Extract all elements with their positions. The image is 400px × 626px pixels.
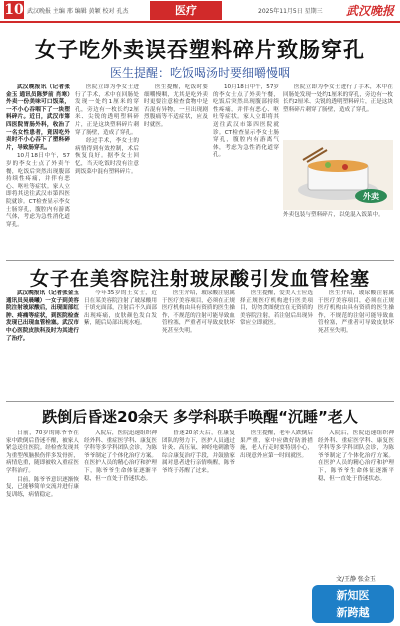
article2-col1	[6, 290, 79, 398]
article-divider	[6, 401, 394, 402]
vegetable-piece	[325, 162, 331, 168]
article1-col3	[144, 84, 208, 258]
article1-para: 医院立即为李女士进行了手术，术中在回肠处发现一处约1厘米的穿孔，旁边有一枚长约2厘米、尖锐的透明塑料碎片，正是这块塑料碎片刺穿了肠壁，造成了穿孔。	[283, 84, 393, 113]
article1-para: 武汉晚报讯（记者张金玉 通讯员陈梦前 肖寒）外卖一份美味可口饭菜，一不小心吞咽下了一块塑料碎片。近日，武汉市第四医院胃肠外科，收治了一名女性患者，竟因吃外卖时不小心吞下了塑料碎片，导致肠穿孔。	[6, 84, 70, 151]
article1-headline: 女子吃外卖误吞塑料碎片致肠穿孔	[35, 38, 365, 62]
editor-info: 武汉晚报 主编 邢 编辑 黄颖 校对 孔杰	[27, 8, 129, 15]
page-header	[0, 0, 400, 22]
article3-col1	[6, 430, 79, 620]
article2-col3	[162, 290, 235, 398]
article1-subhead: 医生提醒：吃饭喝汤时要细嚼慢咽	[109, 66, 290, 80]
food-surface	[308, 160, 368, 172]
article2-para: 医生介绍，玻尿酸注射属于医疗美容项目，必须在正规医疗机构由具有资质的医生操作，不规范的注射可能导致血管栓塞，严重者可导致皮肤坏死甚至失明。	[162, 290, 235, 334]
article3-para: 昏迷20余天后，在康复团队的努力下，医护人员通过针灸、高压氧、神经电刺激等综合康复治疗手段，并鼓励家属对患者进行亲情唤醒，陈爷爷终于苏醒了过来。	[162, 430, 235, 474]
article1-para: 经过手术，李女士的病情得到有效控制，术后恢复良好。据李女士回忆，当天吃饭时没有注意到饭菜中混有塑料碎片。	[75, 138, 139, 175]
article3-para: 日前，70岁的陈爷爷在家中跌倒后昏迷不醒，被家人紧急送往医院。经检查发现其为重型颅脑损伤伴多发骨折，病情危重，随即被收入重症医学科治疗。	[6, 430, 79, 474]
header-rule	[0, 21, 400, 23]
article3-col3	[162, 430, 235, 620]
article1-col4	[213, 84, 279, 258]
badge-line: 新知医	[336, 589, 370, 602]
article2-col4	[240, 290, 313, 398]
takeout-illustration	[283, 140, 393, 210]
article2-para: 医生提醒，爱美人士应选择正规医疗机构进行医美项目，切勿贪图便宜在无资质的美容院注射，若注射后出现异常应立即就医。	[240, 290, 313, 327]
article3-headline: 跌倒后昏迷20余天 多学科联手唤醒“沉睡”老人	[42, 408, 358, 426]
article1-col1	[6, 84, 70, 258]
article2-para: 今年35岁的王女士，近日在某美容院注射了玻尿酸用于填充面部，注射后不久面部出现疼痛，皮肤颜色发白发紫，随后局部出现水疱。	[84, 290, 157, 327]
article1-col2	[75, 84, 139, 258]
article3-para: 医生提醒，老年人跌倒后果严重，家中应做好防滑措施，老人行走时要特别小心，出现意外应第一时间就医。	[240, 430, 313, 459]
article3-col5	[318, 430, 394, 572]
article2-headline: 女子在美容院注射玻尿酸引发血管栓塞	[29, 268, 370, 290]
masthead-logo: 武汉晚报	[345, 4, 394, 18]
column-badge	[312, 585, 394, 623]
article1-para: 10月18日中午，57岁的李女士点了外卖午餐，吃饭后突然出现腹部持续性疼痛，并伴有恶心、呕吐等症状。家人立即将其送往武汉市第四医院就诊。CT检查显示李女士肠穿孔，腹腔内有游离气体，考虑为急性消化道穿孔。	[213, 84, 279, 159]
pepper-piece	[342, 164, 348, 170]
article3-signature: 文/王静 张金玉	[336, 576, 376, 583]
article3-para: 入院后，医院迅速组织神经外科、重症医学科、康复医学科等多学科团队会诊，为陈爷爷制定了个体化治疗方案。在医护人员的精心治疗和护理下，陈爷爷生命体征逐渐平稳，但一直处于昏迷状态。	[318, 430, 394, 482]
issue-date: 2025年11月5日 星期三	[258, 8, 323, 15]
article3-col2	[84, 430, 157, 620]
article2-para: 武汉晚报讯（记者张金玉 通讯员吴晨曦）一女子到美容院注射玻尿酸后，出现面部红肿、疼痛等症状，到医院检查发现已出现血管栓塞。武汉市中心医院皮肤科及时为其进行了治疗。	[6, 290, 79, 342]
article-divider	[6, 260, 394, 261]
article2-col2	[84, 290, 157, 398]
article1-para: 医生提醒，吃饭时要细嚼慢咽，尤其是吃外卖时更要注意检查食物中是否混有异物，一旦出现剧烈腹痛等不适症状，应及时就医。	[144, 84, 208, 128]
section-tag: 医疗	[150, 1, 222, 20]
illustration-caption: 外卖包装与塑料碎片，以免混入饭菜中。	[283, 212, 384, 218]
article1-para: 10月18日中午，57岁的李女士点了外卖午餐，吃饭后突然出现腹部持续性疼痛，并伴有恶心、呕吐等症状。家人立即将其送往武汉市第四医院就诊。CT检查显示李女士肠穿孔，腹腔内有游离气体，考虑为急性消化道穿孔。	[6, 153, 70, 228]
article3-col4	[240, 430, 313, 620]
article3-para: 目前，陈爷爷意识逐渐恢复，已能够简单交流并进行康复训练，病情稳定。	[6, 476, 79, 498]
article1-para: 医院立即为李女士进行了手术，术中在回肠处发现一处约1厘米的穿孔，旁边有一枚长约2厘米、尖锐的透明塑料碎片，正是这块塑料碎片刺穿了肠壁，造成了穿孔。	[75, 84, 139, 136]
article1-col5	[283, 84, 393, 138]
badge-line: 新跨越	[336, 606, 370, 619]
illustration-label: 外卖	[363, 192, 379, 201]
page-number: 10	[4, 2, 24, 18]
article2-para: 医生介绍，玻尿酸注射属于医疗美容项目，必须在正规医疗机构由具有资质的医生操作，不规范的注射可能导致血管栓塞，严重者可导致皮肤坏死甚至失明。	[318, 290, 394, 334]
article3-para: 入院后，医院迅速组织神经外科、重症医学科、康复医学科等多学科团队会诊，为陈爷爷制定了个体化治疗方案。在医护人员的精心治疗和护理下，陈爷爷生命体征逐渐平稳，但一直处于昏迷状态。	[84, 430, 157, 482]
article2-col5	[318, 290, 394, 398]
